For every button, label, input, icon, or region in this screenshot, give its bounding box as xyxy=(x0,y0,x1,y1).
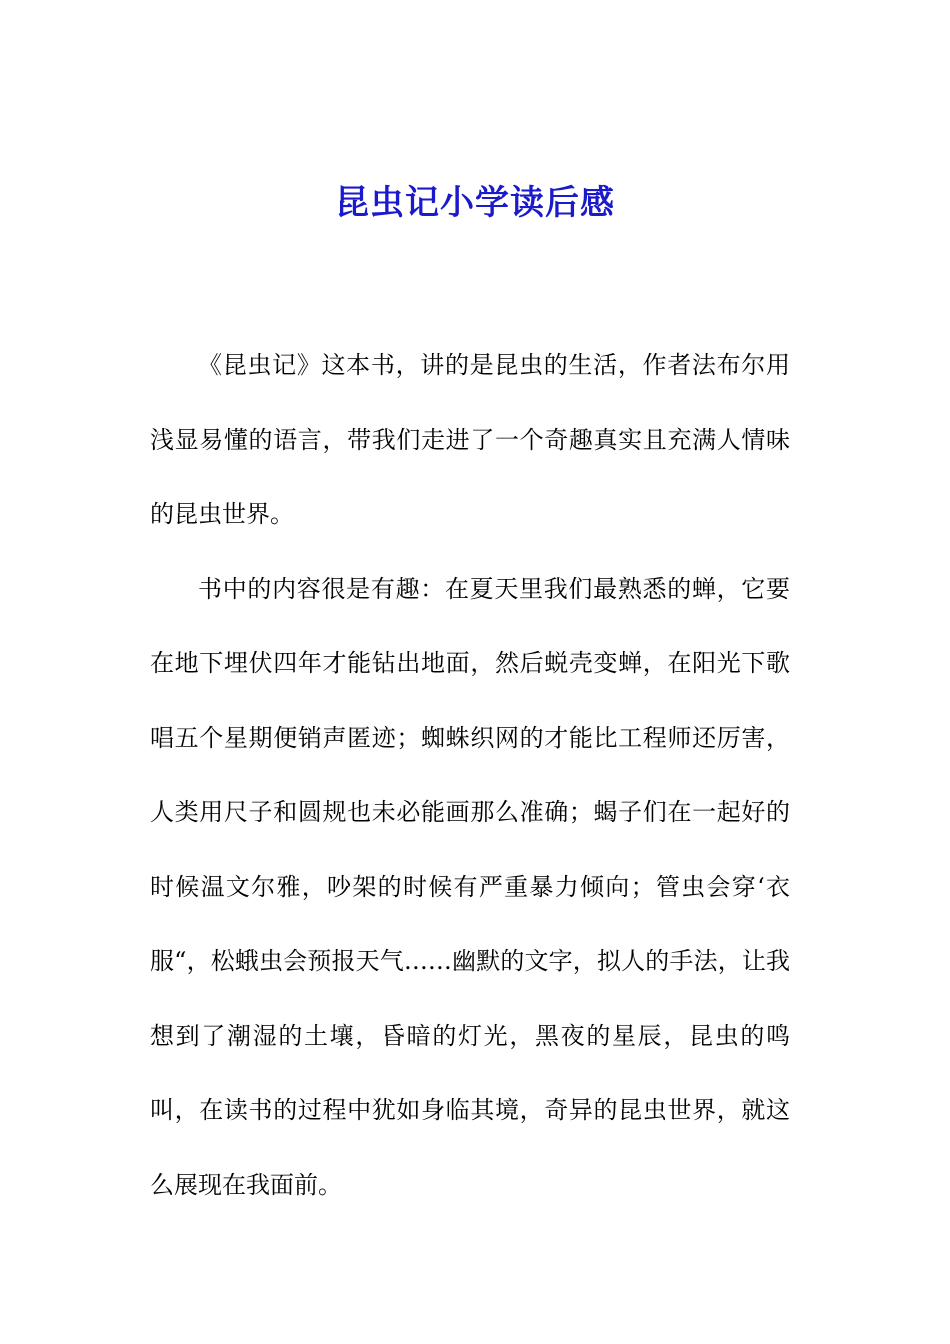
paragraph-content: 书中的内容很是有趣：在夏天里我们最熟悉的蝉，它要在地下埋伏四年才能钻出地面，然后蜕壳变蝉，在阳光下歌唱五个星期便销声匿迹；蜘蛛织网的才能比工程师还厉害，人类用尺子和圆规也未必能画那么准确；蝎子们在一起好的时候温文尔雅，吵架的时候有严重暴力倾向；管虫会穿‘衣服“，松蛾虫会预报天气……幽默的文字，拟人的手法，让我想到了潮湿的土壤，昏暗的灯光，黑夜的星辰，昆虫的鸣叫，在读书的过程中犹如身临其境，奇异的昆虫世界，就这么展现在我面前。 xyxy=(150,574,790,1199)
document-body xyxy=(150,328,790,1222)
paragraph-intro: 《昆虫记》这本书，讲的是昆虫的生活，作者法布尔用浅显易懂的语言，带我们走进了一个奇趣真实且充满人情味的昆虫世界。 xyxy=(150,351,790,528)
document-title: 昆虫记小学读后感 xyxy=(335,183,615,223)
